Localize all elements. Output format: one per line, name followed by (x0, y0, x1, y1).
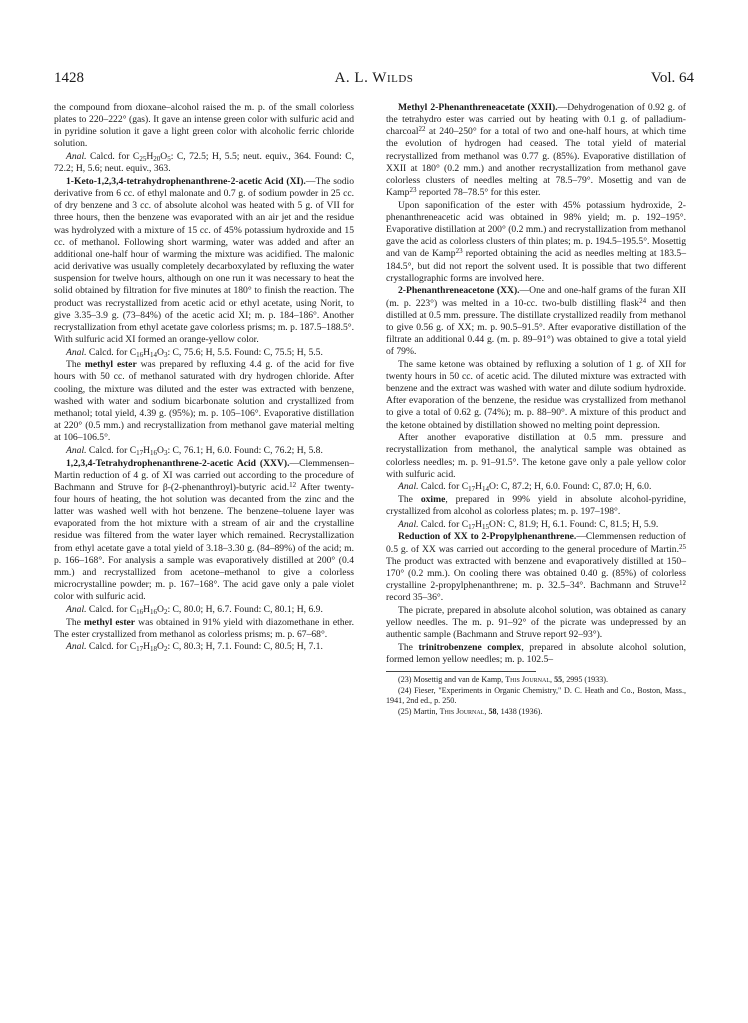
paragraph-l10 (54, 641, 354, 653)
footnote-ref: 23 (409, 186, 417, 195)
text-run: , 1438 (1936). (496, 706, 543, 716)
volume-label: Vol. 64 (650, 70, 694, 86)
text-run: Calcd. for C (86, 603, 137, 615)
footnote-f23 (386, 675, 686, 685)
subscript: 20 (153, 155, 161, 164)
text-run: , prepared in absolute alcohol solution, formed lemon yellow needles; m. p. 102.5– (386, 641, 686, 666)
text-run: Anal. (66, 151, 87, 163)
subscript: 2 (163, 645, 168, 654)
subscript: 17 (136, 645, 144, 654)
subscript: 14 (150, 350, 158, 359)
subscript: 16 (136, 607, 144, 616)
paragraph-r7 (386, 494, 686, 518)
footnote-ref: 23 (455, 247, 463, 256)
text-run: H (143, 641, 151, 653)
footnote-f25 (386, 707, 686, 717)
text-run: , (550, 675, 555, 685)
right-column (386, 102, 686, 717)
text-run: : C, 72.5; H, 5.5; neut. equiv., 364. Found: C, 72.2; H, 5.6; neut. equiv., 363. (54, 151, 354, 175)
text-run: Calcd. for C (86, 444, 137, 456)
subscript: 18 (150, 645, 158, 654)
paragraph-r9 (386, 531, 686, 604)
paragraph-l6 (54, 445, 354, 457)
text-run: Anal. (66, 346, 87, 358)
running-author: A. L. Wilds (334, 70, 414, 86)
paragraph-r11 (386, 642, 686, 666)
text-run: The product was extracted with benzene and evaporatively distilled at 150–170° (0.2 mm.). On cooling there was obtained 0.40 g. (85%) of colorless crystalline 2-propylphenanthrene; m. p. 32.5–34°. Bachmann and Struve (386, 555, 686, 592)
subscript: 17 (136, 448, 144, 457)
footnote-ref: 12 (679, 579, 686, 588)
paragraph-l1 (54, 102, 354, 151)
paragraph-r4 (386, 359, 686, 432)
text-run: This Journal (505, 675, 551, 685)
paragraph-r2 (386, 200, 686, 285)
footnote-ref: 24 (639, 296, 647, 305)
paragraph-l4 (54, 347, 354, 359)
paragraph-r10 (386, 605, 686, 641)
paragraph-r5 (386, 432, 686, 481)
text-run: ON: C, 81.9; H, 6.1. Found: C, 81.5; H, 5.9. (489, 518, 659, 530)
footnote-ref: 22 (418, 125, 426, 134)
text-run: methyl ester (84, 616, 136, 628)
text-run: The same ketone was obtained by refluxing a solution of 1 g. of XII for twenty hours in 50 cc. of acetic acid. The diluted mixture was extracted with benzene and the extract was washed with water and dilute sodium hydroxide. After evaporation of the benzene, the residue was crystallized from methanol to give a total of 0.62 g. (74%); m. p. 88–90°. A mixture of this product and the ketone obtained by distillation showed no melting point depression. (386, 358, 686, 431)
text-run: 58 (488, 706, 497, 716)
text-run: The (66, 616, 85, 628)
text-run: O (157, 444, 164, 456)
subscript: 5 (167, 155, 171, 164)
paragraph-l3 (54, 176, 354, 346)
text-run: reported 78–78.5° for this ester. (416, 187, 541, 199)
text-run: Reduction of XX to 2-Propylphenanthrene. (398, 531, 577, 543)
subscript: 16 (150, 448, 158, 457)
text-run: Calcd. for C (86, 151, 140, 163)
text-run: , 2995 (1933). (562, 675, 609, 685)
subscript: 25 (139, 155, 147, 164)
paragraph-r8 (386, 519, 686, 531)
text-run: trinitrobenzene complex (418, 641, 522, 653)
footnote-f24 (386, 686, 686, 706)
text-run: Methyl 2-Phenanthreneacetate (XXII). (398, 102, 558, 113)
text-run: reported obtaining the acid as needles melting at 183.5–184.5°, but did not report the solvent used. It is possible that two different crystallographic forms are involved here. (386, 248, 686, 284)
text-run: H (143, 444, 151, 456)
text-run: (23) Mosettig and van de Kamp, (398, 675, 506, 685)
text-run: —The sodio derivative from 6 cc. of ethyl malonate and 0.7 g. of sodium powder in 25 cc. of dry benzene and 3 cc. of absolute alcohol was heated with 5 g. of VII for three hours, then the benzene was evaporated with an air jet and the residue was hydrolyzed with a mixture of 15 cc. of 45% potassium hydroxide and 15 cc. of methanol. Following short warming, water was added and after an additional one-half hour of warming the mixture was acidified. The malonic acid derivative was usually completely decarboxylated by refluxing the water suspension for twelve hours, although on one run it was necessary to heat the solid obtained by filtration for five minutes at 180° to finish the reaction. The product was recrystallized from acetic acid or ethyl acetate, using Norit, to give 3.35–3.9 g. (73–84%) of the acetic acid XI; m. p. 184–186°. Another recrystallization from ethyl acetate gave colorless prisms; m. p. 187.5–188.5°. With sulfuric acid XI formed an orange-yellow color. (54, 175, 354, 345)
text-run: 2-Phenanthreneacetone (XX). (398, 285, 520, 297)
text-run: : C, 75.6; H, 5.5. Found: C, 75.5; H, 5.5. (167, 346, 323, 358)
text-run: 55 (554, 675, 563, 685)
paragraph-l5 (54, 359, 354, 444)
text-run: After another evaporative distillation at 0.5 mm. pressure and recrystallization from methanol, the analytical sample was obtained as colorless needles; m. p. 91–91.5°. The ketone gave only a pale yellow color with sulfuric acid. (386, 432, 686, 480)
subscript: 17 (468, 522, 476, 531)
text-run: The (398, 494, 421, 505)
page-header (54, 70, 694, 90)
page-number: 1428 (54, 70, 84, 86)
text-run: Anal. (398, 518, 419, 530)
text-run: O (157, 346, 164, 358)
text-run: Upon saponification of the ester with 45% potassium hydroxide, 2-phenanthreneacetic acid was obtained in 98% yield; m. p. 192–195°. Evaporative distillation at 200° (0.2 mm.) and recrystallization from methanol gave the acid as colorless clusters of thin plates; m. p. 194.5–195.5°. Mosettig and van de Kamp (386, 199, 686, 260)
text-run: H (146, 151, 154, 163)
text-run: (24) Fieser, "Experiments in Organic Chemistry," D. C. Heath and Co., Boston, Mass., 1941, 2nd ed., p. 250. (386, 685, 686, 706)
text-run: O (157, 603, 164, 615)
text-run: The (398, 641, 419, 653)
text-run: H (475, 481, 483, 493)
text-run: record 35–36°. (386, 592, 444, 604)
text-run: oxime (420, 494, 446, 505)
paragraph-r1 (386, 102, 686, 199)
text-run: Anal. (66, 641, 87, 653)
text-run: O (160, 151, 168, 163)
text-run: H (143, 346, 151, 358)
text-run: 1-Keto-1,2,3,4-tetrahydrophenanthrene-2-acetic Acid (XI). (66, 175, 306, 187)
text-run: —Clemmensen–Martin reduction of 4 g. of XI was carried out according to the procedure of Bachmann and Struve for β-(2-phenanthroyl)-butyric acid. (54, 457, 354, 493)
text-run: This Journal (439, 706, 485, 716)
subscript: 16 (150, 607, 158, 616)
paragraph-r6 (386, 481, 686, 493)
footnote-rule (386, 671, 536, 672)
text-run: : C, 76.1; H, 6.0. Found: C, 76.2; H, 5.8. (167, 444, 323, 456)
left-column (54, 102, 354, 654)
text-run: Anal. (398, 481, 419, 493)
text-run: O (157, 641, 164, 653)
subscript: 14 (482, 485, 490, 494)
text-run: and then distilled at 0.5 mm. pressure. The distillate crystallized readily from methanol to give 0.56 g. of XX; m. p. 90.5–91.5°. After evaporative distillation of the filtrate an additional 0.44 g. (m. p. 89–91°) was obtained to give a total yield of 79%. (386, 297, 686, 358)
text-run: at 240–250° for a total of two and one-half hours, at which time the evolution of hydrogen had ceased. The total yield of material recrystallized from methanol was 0.77 g. (85%). Evaporative distillation of XXII at 180° (0.2 mm.) and another recrystallization from methanol gave colorless clusters of needles melting at 78.5–79°. Mosettig and van de Kamp (386, 126, 686, 199)
subscript: 3 (163, 350, 168, 359)
text-run: Anal. (66, 603, 87, 615)
text-run: —One and one-half grams of the furan XII (m. p. 223°) was melted in a 10-cc. two-bulb distilling flask (386, 285, 686, 309)
text-run: Calcd. for C (86, 641, 137, 653)
text-run: After twenty-four hours of heating, the hot solution was decanted from the zinc and the latter was washed well with hot benzene. The benzene–toluene layer was evaporated from the hot mixture with a stream of air and the crystalline residue was filtered from the water layer which remained. Recrystallization from ethyl acetate gave a total yield of 3.18–3.30 g. (84–89%) of the acid; m. p. 166–168°. For analysis a sample was evaporatively distilled at 200° (0.4 mm.) and recrystallized from acetone–methanol to give a colorless microcrystalline powder; m. p. 167–168°. The acid gave only a pale violet color with sulfuric acid. (54, 481, 354, 603)
text-run: methyl ester (84, 359, 137, 371)
text-run: —Dehydrogenation of 0.92 g. of the tetrahydro ester was carried out by heating with 0.1 g. of palladium-charcoal (386, 102, 686, 138)
text-run: O: C, 87.2; H, 6.0. Found: C, 87.0; H, 6.0. (489, 481, 652, 493)
paragraph-l7 (54, 458, 354, 604)
paragraph-l8 (54, 604, 354, 616)
text-run: 1,2,3,4-Tetrahydrophenanthrene-2-acetic Acid (XXV). (66, 457, 290, 469)
text-run: : C, 80.3; H, 7.1. Found: C, 80.5; H, 7.1. (167, 641, 323, 653)
text-run: the compound from dioxane–alcohol raised the m. p. of the small colorless plates to 220–222° (gas). It gave an intense green color with sulfuric acid and in pyridine solution it gave a light green color with alcoholic ferric chloride solution. (54, 102, 354, 150)
text-run: —Clemmensen reduction of 0.5 g. of XX was carried out according to the general procedure of Martin. (386, 531, 686, 555)
text-run: was prepared by refluxing 4.4 g. of the acid for five hours with 50 cc. of methanol saturated with dry hydrogen chloride. After cooling, the mixture was diluted and the ester was extracted with benzene, washed with water and sodium bicarbonate solution and crystallized from methanol; total yield, 4.39 g. (95%); m. p. 105–106°. Evaporative distillation at 220° (0.5 mm.) and recrystallization from methanol gave material melting at 106–106.5°. (54, 359, 354, 444)
text-run: Calcd. for C (86, 346, 137, 358)
paragraph-l9 (54, 617, 354, 641)
subscript: 2 (163, 607, 168, 616)
footnote-ref: 12 (289, 480, 297, 489)
text-run: (25) Martin, (398, 706, 440, 716)
subscript: 15 (482, 522, 490, 531)
text-run: : C, 80.0; H, 6.7. Found: C, 80.1; H, 6.9. (167, 603, 323, 615)
subscript: 3 (163, 448, 168, 457)
paragraph-r3 (386, 285, 686, 358)
text-run: Calcd. for C (418, 481, 469, 493)
text-run: The (66, 359, 85, 371)
paragraph-l2 (54, 151, 354, 175)
footnote-ref: 25 (679, 542, 686, 551)
text-run: The picrate, prepared in absolute alcohol solution, was obtained as canary yellow needles. The m. p. 91–92° of the picrate was undepressed by an authentic sample (Bachmann and Struve report 92–93°). (386, 604, 686, 641)
text-run: H (143, 603, 151, 615)
subscript: 16 (136, 350, 144, 359)
text-run: H (475, 518, 483, 530)
text-run: was obtained in 91% yield with diazomethane in ether. The ester crystallized from methanol as colorless prisms; m. p. 67–68°. (54, 616, 354, 640)
text-run: Anal. (66, 444, 87, 456)
text-run: , (484, 706, 489, 716)
subscript: 17 (468, 485, 476, 494)
text-run: Calcd. for C (418, 518, 469, 530)
text-run: , prepared in 99% yield in absolute alcohol-pyridine, crystallized from alcohol as colorless plates; m. p. 197–198°. (386, 494, 686, 518)
